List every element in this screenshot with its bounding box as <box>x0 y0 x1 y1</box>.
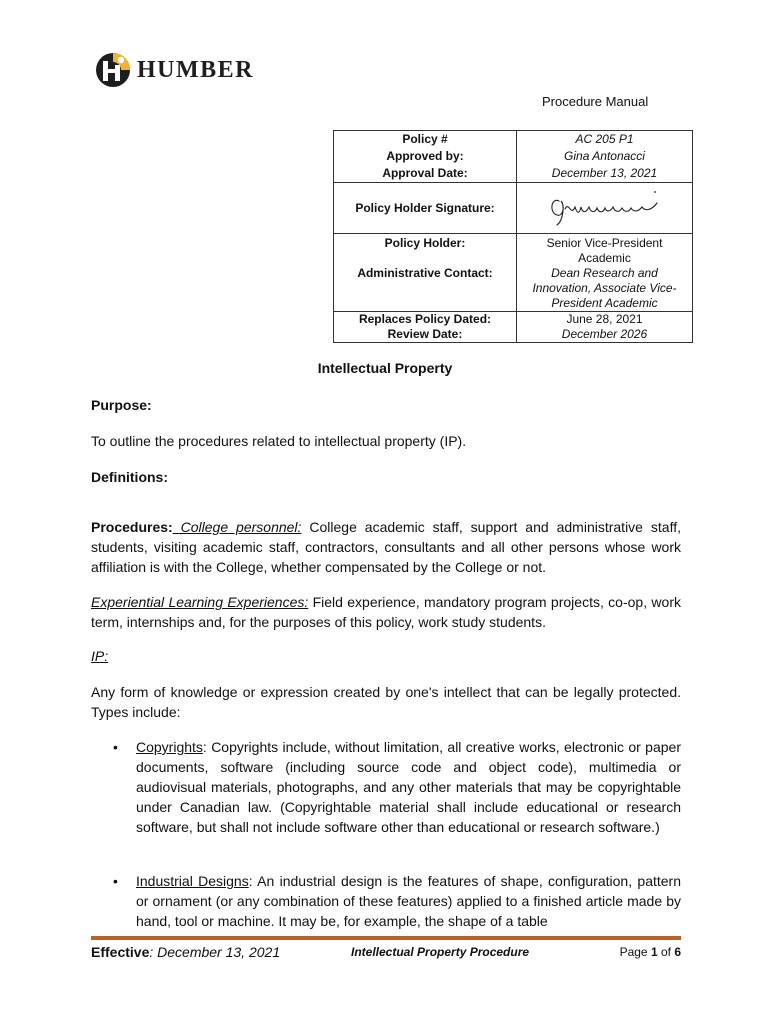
table-row <box>334 266 693 312</box>
ip-definition: Any form of knowledge or expression created by one's intellect that can be legally protected. Types include: <box>91 684 681 720</box>
page-number <box>620 945 681 959</box>
footer-divider <box>91 936 681 940</box>
admin-contact-value: Dean Research and Innovation, Associate Vice-President Academic <box>517 266 693 312</box>
type-term: Industrial Designs <box>136 873 249 889</box>
review-value: December 2026 <box>517 327 693 343</box>
purpose-heading-text: Purpose: <box>91 397 152 413</box>
table-row <box>334 312 693 328</box>
policy-info-table <box>333 130 693 343</box>
policy-holder-label: Policy Holder: <box>334 234 517 267</box>
approved-by-label: Approved by: <box>334 148 517 165</box>
signature-label: Policy Holder Signature: <box>334 183 517 234</box>
experiential-paragraph <box>91 592 681 632</box>
policy-number-value: AC 205 P1 <box>517 131 693 149</box>
admin-contact-label: Administrative Contact: <box>334 266 517 312</box>
ip-types-list-continued <box>91 871 681 931</box>
type-text: : Copyrights include, without limitation, all creative works, electronic or paper documents, software (including source code and object code), multimedia or audiovisual materials, photographs, and any other materials that may be copyrightable under Canadian law. (Copyrightable material shall include educational or research software, but shall not include software other than educational or research software.) <box>136 739 681 835</box>
policy-holder-value: Senior Vice-President Academic <box>517 234 693 267</box>
bullet-icon: • <box>113 873 118 889</box>
term-ip: IP: <box>91 648 109 664</box>
page-prefix: Page <box>619 945 651 959</box>
purpose-section <box>91 431 681 451</box>
procedures-heading: Procedures: <box>91 519 173 535</box>
approval-date-value: December 13, 2021 <box>517 165 693 183</box>
experiential-definition: Field experience, mandatory program projects, co-op, work term, internships and, for the purposes of this policy, work study students. <box>91 594 681 630</box>
page-current: 1 <box>650 945 658 959</box>
table-row <box>334 148 693 165</box>
page-footer <box>91 944 681 962</box>
footer-doc-name: Intellectual Property Procedure <box>351 945 530 959</box>
type-text: : An industrial design is the features of shape, configuration, pattern or ornament (or any combination of these features) applied to a finished article made by hand, tool or machine. It may be, for example, the shape of a table <box>136 873 681 929</box>
procedures-paragraph <box>91 517 681 577</box>
definitions-heading-text: Definitions: <box>91 469 168 485</box>
table-row <box>334 327 693 343</box>
policy-number-label: Policy # <box>334 131 517 149</box>
approval-date-label: Approval Date: <box>334 165 517 183</box>
effective-label: Effective <box>91 944 150 960</box>
signature-image <box>545 187 665 227</box>
table-row <box>334 131 693 149</box>
table-row <box>334 234 693 267</box>
term-college-personnel: College personnel: <box>172 519 302 535</box>
manual-label: Procedure Manual <box>542 94 649 109</box>
purpose-text: To outline the procedures related to intellectual property (IP). <box>91 433 467 449</box>
ip-types-list <box>91 737 681 837</box>
list-item <box>91 871 681 931</box>
term-experiential-learning: Experiential Learning Experiences: <box>91 594 309 610</box>
definitions-heading <box>91 467 681 487</box>
humber-logo <box>95 50 254 90</box>
footer-effective <box>91 944 280 960</box>
replaces-value: June 28, 2021 <box>517 312 693 328</box>
effective-date: : December 13, 2021 <box>149 944 281 960</box>
ip-term-section <box>91 646 681 666</box>
page-of: of <box>657 945 675 959</box>
table-row <box>334 183 693 234</box>
bullet-icon: • <box>113 739 118 755</box>
purpose-heading <box>91 395 681 415</box>
review-label: Review Date: <box>334 327 517 343</box>
table-row <box>334 165 693 183</box>
college-personnel-definition: College academic staff, support and administrative staff, students, visiting academic staff, contractors, consultants and all other persons whose work affiliation is with the College, whether compensated by the College or not. <box>91 519 681 575</box>
humber-logo-icon <box>95 52 131 88</box>
signature-cell <box>517 183 693 234</box>
list-item <box>91 737 681 837</box>
approved-by-value: Gina Antonacci <box>517 148 693 165</box>
replaces-label: Replaces Policy Dated: <box>334 312 517 328</box>
ip-paragraph <box>91 682 681 722</box>
document-title: Intellectual Property <box>317 360 453 376</box>
type-term: Copyrights <box>136 739 203 755</box>
page-total: 6 <box>674 945 681 959</box>
logo-text: HUMBER <box>137 56 254 83</box>
